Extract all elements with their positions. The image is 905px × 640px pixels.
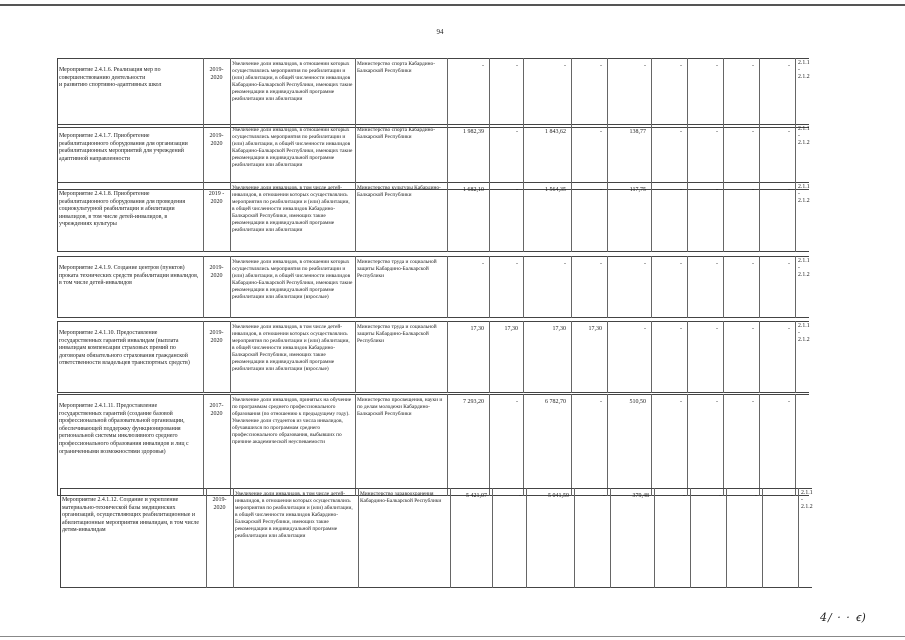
funding-value: - <box>644 326 646 332</box>
column-separator <box>607 394 608 496</box>
funding-value: - <box>683 493 685 499</box>
funding-value: - <box>516 187 518 193</box>
activity-period: 2019- 2020 <box>209 265 224 279</box>
column-separator <box>690 488 691 588</box>
column-separator <box>687 394 688 496</box>
column-separator <box>795 58 796 128</box>
funding-value: - <box>564 261 566 267</box>
target-indicator: Увеличение доли инвалидов, в отношении которых осуществлялись мероприятия по реабилитации и (или) абилитации, в общей численности инвалидов Кабардино-Балкарской Республики, имеющих такие рекомендации в индивидуальной программе реабилитации или абилитации <box>232 61 354 102</box>
funding-value: 138,77 <box>629 129 646 135</box>
funding-value: - <box>716 63 718 69</box>
column-separator <box>355 256 356 318</box>
column-separator <box>355 182 356 252</box>
responsible-agency: Министерство просвещения, науки и по делам молодежи Кабардино-Балкарской Республики <box>357 397 444 417</box>
activity-name: Мероприятие 2.4.1.11. Предоставление государственных гарантий (создание базовой профессиональной образовательной организации, обеспечивающей поддержку функционирования региональной системы инклюзивного среднего профессионального образования инвалидов и лиц с ограниченными возможностями здоровья) <box>59 403 191 455</box>
column-separator <box>723 394 724 496</box>
funding-value: - <box>752 399 754 405</box>
funding-value: - <box>516 63 518 69</box>
column-separator <box>726 488 727 588</box>
column-separator <box>447 394 448 496</box>
funding-value: 1 564,35 <box>545 187 566 193</box>
activity-period: 2017- 2020 <box>209 403 224 417</box>
activity-period: 2019- 2020 <box>209 133 224 147</box>
indicator-code-link[interactable]: 2.1.1 - 2.1.2 <box>798 126 812 146</box>
funding-value: 17,30 <box>504 326 518 332</box>
responsible-agency: Министерство здравоохранения Кабардино-Балкарской Республики <box>360 491 442 504</box>
funding-value: - <box>752 326 754 332</box>
column-separator <box>230 394 231 496</box>
target-indicator: Увеличение доли инвалидов, принятых на обучение по программам среднего профессионального образования (по отношению к предыдущему году). Увеличение доли студентов из числа инвалидов, обучавшихся по программам среднего профессионального образования, выбывших по причине академической неуспеваемости <box>232 397 353 445</box>
target-indicator: Увеличение доли инвалидов, в том числе детей-инвалидов, в отношении которых осуществлялись мероприятия по реабилитации и (или) абилитации, в общей численности инвалидов Кабардино-Балкарской Республики, имеющих такие рекомендации в индивидуальной программе реабилитации или абилитации <box>232 185 352 233</box>
funding-value: - <box>564 63 566 69</box>
funding-value: - <box>716 399 718 405</box>
funding-value: - <box>680 129 682 135</box>
page-number: 94 <box>436 28 444 36</box>
funding-value: - <box>680 326 682 332</box>
column-separator <box>230 321 231 393</box>
funding-value: 1 982,39 <box>463 129 484 135</box>
column-separator <box>795 182 796 252</box>
row-bottom-rule <box>57 251 809 252</box>
target-indicator: Увеличение доли инвалидов, в отношении которых осуществлялись мероприятия по реабилитации и (или) абилитации, в общей численности инвалидов Кабардино-Балкарской Республики, имеющих такие рекомендации в индивидуальной программе реабилитации или абилитации (взрослые) <box>232 259 354 300</box>
indicator-code-link[interactable]: 2.1.1 - 2.1.2 <box>798 323 812 343</box>
indicator-code-link[interactable]: 2.1.1 - 2.1.2 <box>798 60 812 80</box>
funding-value: - <box>482 261 484 267</box>
funding-value: - <box>603 493 605 499</box>
funding-value: 510,50 <box>629 399 646 405</box>
column-separator <box>574 488 575 588</box>
column-separator <box>492 488 493 588</box>
funding-value: 5 421,07 <box>466 493 487 499</box>
activity-name: Мероприятие 2.4.1.6. Реализация мер по совершенствованию деятельности и развитию спортивно-адаптивных школ <box>59 67 162 89</box>
column-separator <box>795 124 796 190</box>
funding-value: 1 682,10 <box>463 187 484 193</box>
target-indicator: Увеличение доли инвалидов, в отношении которых осуществлялись мероприятия по реабилитации и (или) абилитации, в общей численности инвалидов Кабардино-Балкарской Республики, имеющих такие рекомендации в индивидуальной программе реабилитации или абилитации <box>232 127 354 168</box>
column-separator <box>759 394 760 496</box>
funding-value: 6 782,70 <box>545 399 566 405</box>
responsible-agency: Министерство спорта Кабардино-Балкарской Республики <box>357 61 436 74</box>
column-separator <box>355 321 356 393</box>
funding-value: - <box>644 63 646 69</box>
column-separator <box>233 488 234 588</box>
funding-value: 7 293,20 <box>463 399 484 405</box>
activity-period: 2019- 2020 <box>209 67 224 81</box>
activity-period: 2019 - 2020 <box>208 191 225 205</box>
indicator-code-link[interactable]: 2.1.1 - 2.1.2 <box>798 258 812 278</box>
funding-value: - <box>680 399 682 405</box>
column-separator <box>795 321 796 393</box>
bottom-border-line <box>0 636 905 637</box>
target-indicator: Увеличение доли инвалидов, в том числе детей-инвалидов, в отношении которых осуществлялись мероприятия по реабилитации и (или) абилитации, в общей численности инвалидов Кабардино-Балкарской Республики, имеющих такие рекомендации в индивидуальной программе реабилитации или абилитации (взрослые) <box>232 324 352 372</box>
funding-value: 17,30 <box>588 326 602 332</box>
funding-value: - <box>600 399 602 405</box>
funding-value: - <box>600 261 602 267</box>
funding-value: - <box>788 63 790 69</box>
funding-value: - <box>788 187 790 193</box>
funding-value: 17,30 <box>552 326 566 332</box>
funding-value: - <box>680 261 682 267</box>
column-separator <box>355 58 356 128</box>
column-separator <box>798 488 799 588</box>
funding-value: - <box>516 261 518 267</box>
row-bottom-rule <box>57 392 809 393</box>
funding-value: - <box>752 63 754 69</box>
column-separator <box>610 488 611 588</box>
responsible-agency: Министерство труда и социальной защиты Кабардино-Балкарской Республики <box>357 324 438 344</box>
funding-value: - <box>680 63 682 69</box>
activity-period: 2019- 2020 <box>209 330 224 344</box>
column-separator <box>571 394 572 496</box>
funding-value: - <box>791 493 793 499</box>
top-border-line <box>0 4 905 6</box>
column-separator <box>795 256 796 318</box>
column-separator <box>355 394 356 496</box>
responsible-agency: Министерство культуры Кабардино-Балкарской Республики <box>357 185 441 198</box>
indicator-code-link[interactable]: 2.1.1 - 2.1.2 <box>798 184 812 204</box>
funding-value: - <box>644 261 646 267</box>
funding-value: - <box>600 63 602 69</box>
funding-value: - <box>752 129 754 135</box>
funding-value: - <box>788 326 790 332</box>
funding-value: 117,75 <box>629 187 646 193</box>
indicator-code-link[interactable]: 2.1.1 - 2.1.2 <box>801 490 815 510</box>
funding-value: - <box>716 129 718 135</box>
row-bottom-rule <box>57 317 809 318</box>
column-separator <box>489 394 490 496</box>
activity-period: 2019- 2020 <box>212 497 227 511</box>
funding-value: - <box>752 187 754 193</box>
column-separator <box>523 394 524 496</box>
funding-value: - <box>716 326 718 332</box>
activity-name: Мероприятие 2.4.1.8. Приобретение реабилитационного оборудования для проведения социокультурной реабилитации и абилитации инвалидов, в том числе детей-инвалидов, в учреждениях культуры <box>59 191 187 228</box>
funding-value: - <box>716 261 718 267</box>
funding-value: - <box>752 261 754 267</box>
responsible-agency: Министерство спорта Кабардино-Балкарской Республики <box>357 127 436 140</box>
funding-value: 17,30 <box>470 326 484 332</box>
activity-name: Мероприятие 2.4.1.12. Создание и укрепление материально-технической базы медицинских организаций, осуществляющих реабилитационные и абилитационные мероприятия инвалидам, в том числе детям-инвалидам <box>62 497 201 534</box>
column-separator <box>654 488 655 588</box>
column-separator <box>230 124 231 190</box>
column-separator <box>795 394 796 496</box>
funding-value: - <box>788 129 790 135</box>
funding-value: 379,48 <box>632 493 649 499</box>
column-separator <box>651 394 652 496</box>
funding-value: 5 041,59 <box>548 493 569 499</box>
funding-value: - <box>482 63 484 69</box>
column-separator <box>230 182 231 252</box>
column-separator <box>355 124 356 190</box>
target-indicator: Увеличение доли инвалидов, в том числе детей-инвалидов, в отношении которых осуществлялись мероприятия по реабилитации и (или) абилитации, в общей численности инвалидов Кабардино-Балкарской Республики, имеющих такие рекомендации в индивидуальной программе реабилитации или абилитации <box>235 491 355 539</box>
funding-value: - <box>680 187 682 193</box>
row-bottom-rule <box>60 587 812 588</box>
funding-value: - <box>788 261 790 267</box>
funding-value: - <box>600 187 602 193</box>
column-separator <box>358 488 359 588</box>
funding-value: - <box>600 129 602 135</box>
funding-value: - <box>519 493 521 499</box>
activity-name: Мероприятие 2.4.1.9. Создание центров (пунктов) проката технических средств реабилитации инвалидов, в том числе детей-инвалидов <box>59 265 200 287</box>
column-separator <box>230 58 231 128</box>
activity-name: Мероприятие 2.4.1.10. Предоставление государственных гарантий инвалидам (выплата инвалидам компенсации страховых премий по договорам обязательного страхования гражданской ответственности владельцев транспортных средств) <box>59 330 190 367</box>
column-separator <box>450 488 451 588</box>
funding-value: - <box>755 493 757 499</box>
funding-value: - <box>788 399 790 405</box>
column-separator <box>526 488 527 588</box>
column-separator <box>762 488 763 588</box>
responsible-agency: Министерство труда и социальной защиты Кабардино-Балкарской Республики <box>357 259 438 279</box>
funding-value: - <box>716 187 718 193</box>
funding-value: - <box>719 493 721 499</box>
funding-value: - <box>516 399 518 405</box>
activity-name: Мероприятие 2.4.1.7. Приобретение реабилитационного оборудования для организации реабилитационных мероприятий для учреждений адаптивной направленности <box>59 133 190 162</box>
funding-value: 1 843,62 <box>545 129 566 135</box>
funding-value: - <box>516 129 518 135</box>
handwritten-signature: 4/ · · ꞓ) <box>820 611 867 624</box>
column-separator <box>230 256 231 318</box>
